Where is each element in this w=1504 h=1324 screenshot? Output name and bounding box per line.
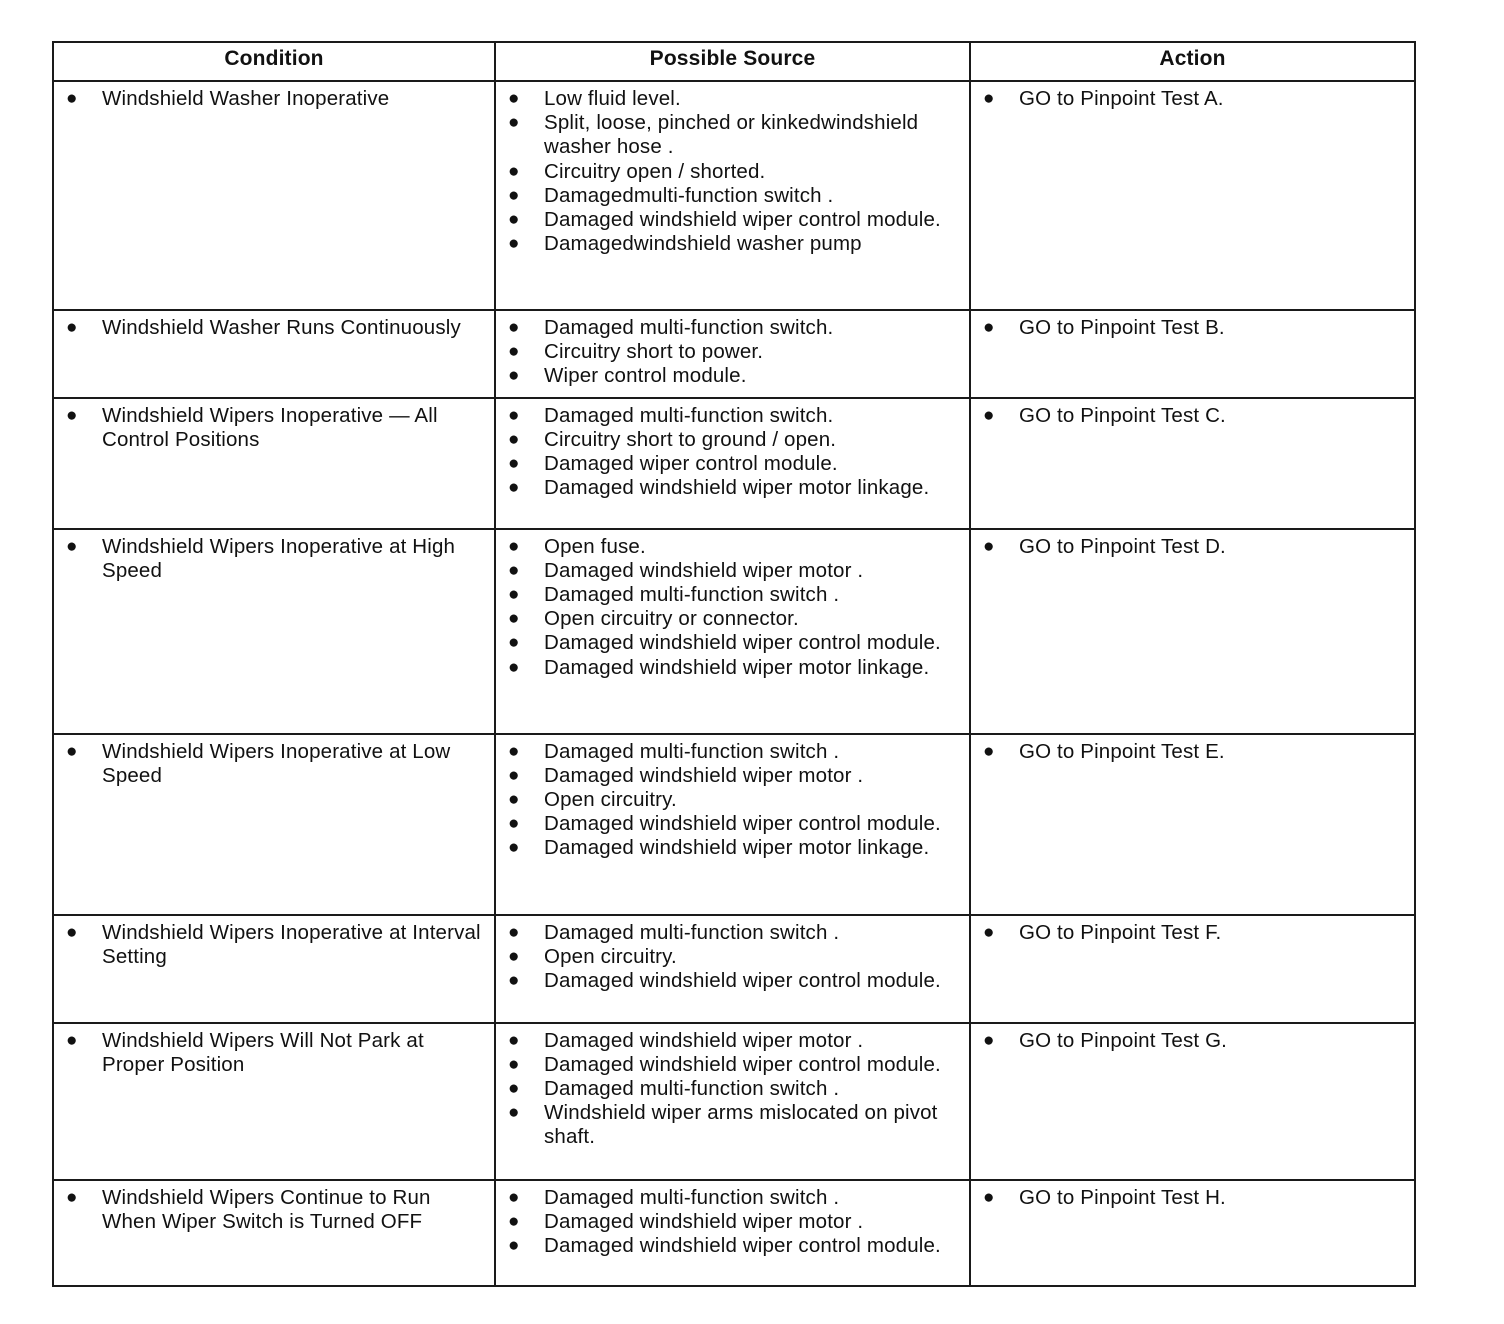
action-cell xyxy=(970,529,1415,734)
source-text: Damaged windshield wiper motor . xyxy=(544,763,864,787)
source-text: Damagedwindshield washer pump xyxy=(544,232,862,256)
bullet-icon: ● xyxy=(508,632,520,654)
source-item xyxy=(496,87,969,111)
bullet-icon: ● xyxy=(508,233,520,255)
condition-text: Windshield Washer Runs Continuously xyxy=(102,316,461,339)
possible-source-cell xyxy=(495,310,970,398)
source-item xyxy=(496,656,969,680)
table-row xyxy=(53,734,1415,915)
source-text: Damagedmulti-function switch . xyxy=(544,183,834,207)
bullet-icon: ● xyxy=(508,209,520,231)
condition-text: Windshield Wipers Inoperative at Low Speed xyxy=(102,739,451,787)
bullet-icon: ● xyxy=(66,88,78,109)
action-text: GO to Pinpoint Test D. xyxy=(1019,534,1226,558)
bullet-icon: ● xyxy=(508,1029,520,1051)
action-text: GO to Pinpoint Test C. xyxy=(1019,403,1226,427)
condition-text: Windshield Wipers Inoperative — All Control Positions xyxy=(102,403,438,451)
bullet-icon: ● xyxy=(508,1235,520,1257)
source-item xyxy=(496,559,969,583)
bullet-icon: ● xyxy=(66,1029,78,1051)
condition-text: Windshield Wipers Continue to Run When Wiper Switch is Turned OFF xyxy=(102,1185,431,1233)
condition-cell xyxy=(53,310,495,398)
source-text: Damaged multi-function switch . xyxy=(544,920,840,944)
table-body xyxy=(53,81,1415,1286)
source-text: Windshield wiper arms mislocated on pivot shaft. xyxy=(544,1101,938,1149)
source-text: Damaged windshield wiper motor . xyxy=(544,1028,864,1052)
source-text: Damaged multi-function switch . xyxy=(544,739,840,763)
bullet-icon: ● xyxy=(508,813,520,835)
source-text: Damaged multi-function switch. xyxy=(544,316,834,339)
bullet-icon: ● xyxy=(508,1102,520,1124)
source-item xyxy=(496,945,969,969)
source-item xyxy=(496,476,969,500)
bullet-icon: ● xyxy=(983,1029,995,1051)
condition-cell xyxy=(53,734,495,915)
condition-cell xyxy=(53,1023,495,1180)
bullet-icon: ● xyxy=(508,453,520,475)
bullet-icon: ● xyxy=(508,1186,520,1208)
bullet-icon: ● xyxy=(66,535,78,557)
action-cell xyxy=(970,81,1415,310)
condition-cell xyxy=(53,1180,495,1286)
source-item xyxy=(496,788,969,812)
condition-cell xyxy=(53,81,495,310)
bullet-icon: ● xyxy=(508,945,520,967)
source-text: Damaged windshield wiper control module. xyxy=(544,1052,941,1076)
table-row xyxy=(53,310,1415,398)
source-text: Damaged windshield wiper motor linkage. xyxy=(544,836,930,860)
source-item xyxy=(496,631,969,655)
source-text: Damaged multi-function switch. xyxy=(544,403,834,427)
table-row xyxy=(53,1180,1415,1286)
source-text: Damaged windshield wiper control module. xyxy=(544,812,941,836)
action-cell xyxy=(970,915,1415,1023)
source-text: Damaged windshield wiper control module. xyxy=(544,631,941,655)
header-action: Action xyxy=(970,42,1415,81)
header-row xyxy=(53,42,1415,81)
possible-source-cell xyxy=(495,1180,970,1286)
source-item xyxy=(496,1234,969,1258)
bullet-icon: ● xyxy=(508,740,520,762)
source-text: Damaged windshield wiper control module. xyxy=(544,208,941,232)
bullet-icon: ● xyxy=(508,559,520,581)
source-item xyxy=(496,764,969,788)
source-text: Circuitry open / shorted. xyxy=(544,159,766,183)
source-item xyxy=(496,111,969,159)
action-text: GO to Pinpoint Test B. xyxy=(1019,316,1225,339)
source-item xyxy=(496,184,969,208)
bullet-icon: ● xyxy=(508,764,520,786)
bullet-icon: ● xyxy=(983,317,995,338)
bullet-icon: ● xyxy=(508,837,520,859)
action-cell xyxy=(970,1023,1415,1180)
condition-text: Windshield Wipers Inoperative at Interval Setting xyxy=(102,920,481,968)
source-text: Split, loose, pinched or kinkedwindshield washer hose . xyxy=(544,111,919,159)
source-item xyxy=(496,969,969,993)
condition-cell xyxy=(53,398,495,529)
source-text: Damaged multi-function switch . xyxy=(544,583,840,607)
bullet-icon: ● xyxy=(508,428,520,450)
source-text: Wiper control module. xyxy=(544,364,747,388)
source-text: Damaged windshield wiper control module. xyxy=(544,1234,941,1258)
bullet-icon: ● xyxy=(66,317,78,338)
bullet-icon: ● xyxy=(508,584,520,606)
bullet-icon: ● xyxy=(983,535,995,557)
source-item xyxy=(496,340,969,364)
possible-source-cell xyxy=(495,734,970,915)
table-row xyxy=(53,915,1415,1023)
source-text: Damaged wiper control module. xyxy=(544,452,838,476)
bullet-icon: ● xyxy=(508,970,520,992)
source-text: Open circuitry or connector. xyxy=(544,607,799,631)
condition-text: Windshield Wipers Inoperative at High Speed xyxy=(102,534,456,582)
source-item xyxy=(496,208,969,232)
source-item xyxy=(496,1077,969,1101)
source-item xyxy=(496,740,969,764)
source-text: Damaged windshield wiper motor linkage. xyxy=(544,655,930,679)
bullet-icon: ● xyxy=(66,1186,78,1208)
bullet-icon: ● xyxy=(66,404,78,426)
source-text: Circuitry short to ground / open. xyxy=(544,427,837,451)
header-condition: Condition xyxy=(53,42,495,81)
condition-text: Windshield Washer Inoperative xyxy=(102,87,390,110)
source-item xyxy=(496,452,969,476)
action-cell xyxy=(970,398,1415,529)
bullet-icon: ● xyxy=(508,656,520,678)
source-text: Damaged windshield wiper motor linkage. xyxy=(544,476,930,500)
source-item xyxy=(496,535,969,559)
condition-cell xyxy=(53,915,495,1023)
bullet-icon: ● xyxy=(508,1210,520,1232)
bullet-icon: ● xyxy=(66,921,78,943)
bullet-icon: ● xyxy=(983,740,995,762)
source-text: Damaged windshield wiper motor . xyxy=(544,1209,864,1233)
bullet-icon: ● xyxy=(983,1186,995,1208)
source-item xyxy=(496,316,969,340)
source-item xyxy=(496,1101,969,1149)
bullet-icon: ● xyxy=(508,112,520,134)
bullet-icon: ● xyxy=(983,404,995,426)
source-item xyxy=(496,428,969,452)
source-item xyxy=(496,812,969,836)
source-text: Damaged multi-function switch . xyxy=(544,1185,840,1209)
possible-source-cell xyxy=(495,398,970,529)
source-item xyxy=(496,583,969,607)
source-item xyxy=(496,364,969,388)
source-text: Open fuse. xyxy=(544,534,646,558)
possible-source-cell xyxy=(495,529,970,734)
header-possible-source: Possible Source xyxy=(495,42,970,81)
diagnosis-table xyxy=(52,41,1416,1287)
bullet-icon: ● xyxy=(508,404,520,426)
source-item xyxy=(496,1210,969,1234)
action-text: GO to Pinpoint Test A. xyxy=(1019,87,1224,110)
bullet-icon: ● xyxy=(508,88,520,109)
bullet-icon: ● xyxy=(508,477,520,499)
action-cell xyxy=(970,1180,1415,1286)
bullet-icon: ● xyxy=(508,1078,520,1100)
table-row xyxy=(53,398,1415,529)
source-item xyxy=(496,404,969,428)
bullet-icon: ● xyxy=(983,921,995,943)
source-text: Circuitry short to power. xyxy=(544,340,764,364)
bullet-icon: ● xyxy=(508,1053,520,1075)
bullet-icon: ● xyxy=(508,365,520,387)
bullet-icon: ● xyxy=(508,608,520,630)
source-item xyxy=(496,232,969,256)
condition-cell xyxy=(53,529,495,734)
source-text: Damaged windshield wiper motor . xyxy=(544,558,864,582)
source-item xyxy=(496,836,969,860)
source-text: Open circuitry. xyxy=(544,788,677,812)
action-text: GO to Pinpoint Test H. xyxy=(1019,1185,1226,1209)
possible-source-cell xyxy=(495,1023,970,1180)
source-text: Damaged windshield wiper control module. xyxy=(544,969,941,993)
source-text: Open circuitry. xyxy=(544,944,677,968)
source-item xyxy=(496,160,969,184)
bullet-icon: ● xyxy=(508,535,520,557)
table-row xyxy=(53,81,1415,310)
bullet-icon: ● xyxy=(508,184,520,206)
source-item xyxy=(496,607,969,631)
source-item xyxy=(496,1053,969,1077)
condition-text: Windshield Wipers Will Not Park at Proper Position xyxy=(102,1028,424,1076)
action-cell xyxy=(970,734,1415,915)
bullet-icon: ● xyxy=(508,341,520,363)
possible-source-cell xyxy=(495,915,970,1023)
bullet-icon: ● xyxy=(983,88,995,109)
table-row xyxy=(53,1023,1415,1180)
action-cell xyxy=(970,310,1415,398)
source-item xyxy=(496,1029,969,1053)
action-text: GO to Pinpoint Test G. xyxy=(1019,1028,1228,1052)
source-text: Damaged multi-function switch . xyxy=(544,1077,840,1101)
source-item xyxy=(496,1186,969,1210)
bullet-icon: ● xyxy=(508,921,520,943)
possible-source-cell xyxy=(495,81,970,310)
action-text: GO to Pinpoint Test F. xyxy=(1019,920,1222,944)
bullet-icon: ● xyxy=(66,740,78,762)
bullet-icon: ● xyxy=(508,789,520,811)
bullet-icon: ● xyxy=(508,317,520,338)
bullet-icon: ● xyxy=(508,160,520,182)
action-text: GO to Pinpoint Test E. xyxy=(1019,739,1225,763)
source-text: Low fluid level. xyxy=(544,87,681,110)
source-item xyxy=(496,921,969,945)
table-row xyxy=(53,529,1415,734)
